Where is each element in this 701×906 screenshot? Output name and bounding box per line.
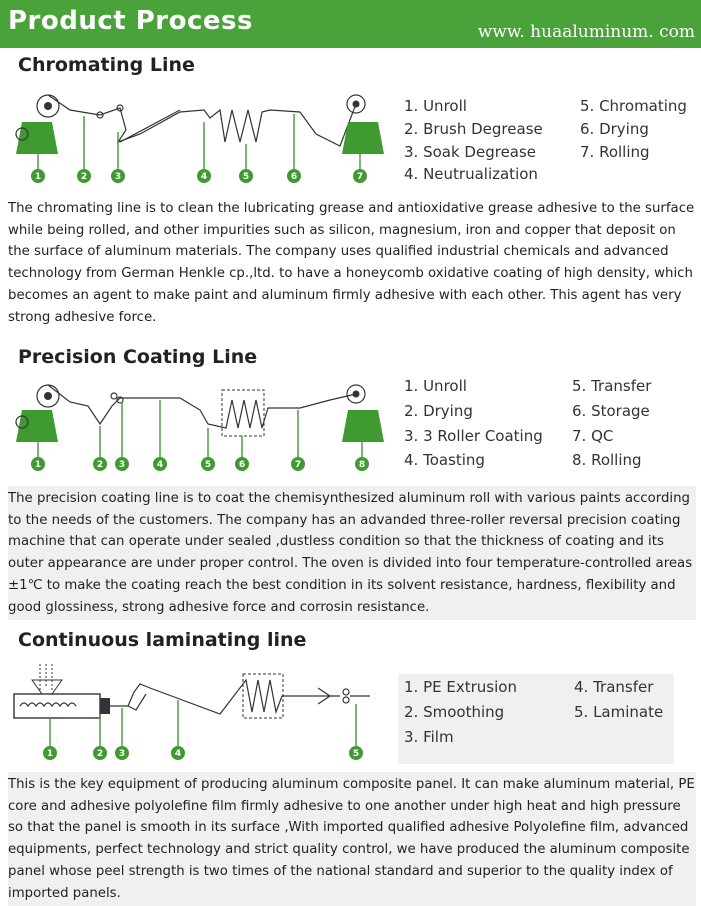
svg-text:1: 1 <box>34 460 42 470</box>
svg-text:5: 5 <box>352 749 360 759</box>
step-item: 2. Smoothing <box>404 703 505 721</box>
laminating-diagram <box>0 660 400 764</box>
svg-text:3: 3 <box>114 172 122 182</box>
step-item: 2. Brush Degrease <box>404 120 543 138</box>
svg-text:4: 4 <box>200 172 208 182</box>
svg-text:2: 2 <box>96 460 104 470</box>
step-item: 5. Chromating <box>580 97 687 115</box>
step-item: 3. 3 Roller Coating <box>404 427 543 445</box>
svg-text:3: 3 <box>118 460 126 470</box>
step-item: 6. Drying <box>580 120 649 138</box>
section-title-chromating: Chromating Line <box>18 54 195 76</box>
rolling-machine-icon <box>342 95 384 154</box>
unroll-machine-icon <box>16 385 59 442</box>
website-url: www. huaaluminum. com <box>477 22 695 42</box>
step-item: 6. Storage <box>572 402 650 420</box>
laminating-description: This is the key equipment of producing aluminum composite panel. It can make aluminum material, PE core and adhesive polyolefine film firmly adhesive to one another under high heat and high pressure so that the panel is smooth in its surface ,With imported qualified adhesive Polyolefine film, advanced equipments, perfect technology and strict quality control, we have produced the aluminum composite panel whose peel strength is two times of the national standard and superior to the quality index of imported panels. <box>8 772 696 906</box>
step-item: 1. PE Extrusion <box>404 678 517 696</box>
svg-text:4: 4 <box>174 749 182 759</box>
precision-coating-description: The precision coating line is to coat the chemisynthesized aluminum roll with various paints according to the needs of the customers. The company has an advanded three-roller reversal precision coating machine that can operate under sealed ,dustless condition so that the thickness of coating and its outer appearance are under proper control. The oven is divided into four temperature-controlled areas ±1℃ to make the coating reach the best condition in its solvent resistance, hardness, flexibility and good glossiness, strong adhesive force and corrosin resistance. <box>8 486 696 620</box>
precision-coating-diagram <box>0 378 400 478</box>
extruder-machine-icon <box>14 664 110 718</box>
step-markers <box>31 114 367 183</box>
step-markers <box>43 700 363 760</box>
step-item: 8. Rolling <box>572 451 642 469</box>
svg-text:2: 2 <box>80 172 88 182</box>
svg-text:2: 2 <box>96 749 104 759</box>
step-item: 7. QC <box>572 427 614 445</box>
unroll-machine-icon <box>16 95 59 154</box>
step-item: 4. Transfer <box>574 678 654 696</box>
chromating-description: The chromating line is to clean the lubricating grease and antioxidative grease adhesive to the surface while being rolled, and other impurities such as silicon, magnesium, iron and copper that deposit on the surface of aluminum materials. The company uses qualified industrial chemicals and advanced technology from German Henkle cp.,ltd. to have a honeycomb oxidative coating of high density, which becomes an agent to make paint and aluminum firmly adhesive with each other. This agent has very strong adhesive force. <box>8 201 695 325</box>
step-item: 4. Neutrualization <box>404 165 538 183</box>
section-title-laminating: Continuous laminating line <box>18 629 307 651</box>
svg-text:3: 3 <box>118 749 126 759</box>
laminating-steps-legend <box>398 674 674 764</box>
rolling-machine-icon <box>342 385 384 442</box>
page-title: Product Process <box>8 6 253 36</box>
svg-text:7: 7 <box>356 172 364 182</box>
step-item: 2. Drying <box>404 402 473 420</box>
svg-text:8: 8 <box>358 460 366 470</box>
header-banner <box>0 0 701 48</box>
svg-text:6: 6 <box>238 460 246 470</box>
step-item: 5. Transfer <box>572 377 652 395</box>
step-item: 7. Rolling <box>580 143 650 161</box>
step-item: 5. Laminate <box>574 703 664 721</box>
step-item: 1. Unroll <box>404 97 467 115</box>
svg-text:6: 6 <box>290 172 298 182</box>
step-item: 3. Film <box>404 728 454 746</box>
svg-text:1: 1 <box>34 172 42 182</box>
step-item: 4. Toasting <box>404 451 485 469</box>
chromating-diagram <box>0 82 400 192</box>
step-item: 3. Soak Degrease <box>404 143 537 161</box>
svg-text:1: 1 <box>46 749 54 759</box>
svg-text:4: 4 <box>156 460 164 470</box>
section-title-precision-coating: Precision Coating Line <box>18 346 258 368</box>
svg-text:5: 5 <box>242 172 250 182</box>
svg-text:7: 7 <box>294 460 302 470</box>
svg-text:5: 5 <box>204 460 212 470</box>
step-item: 1. Unroll <box>404 377 467 395</box>
